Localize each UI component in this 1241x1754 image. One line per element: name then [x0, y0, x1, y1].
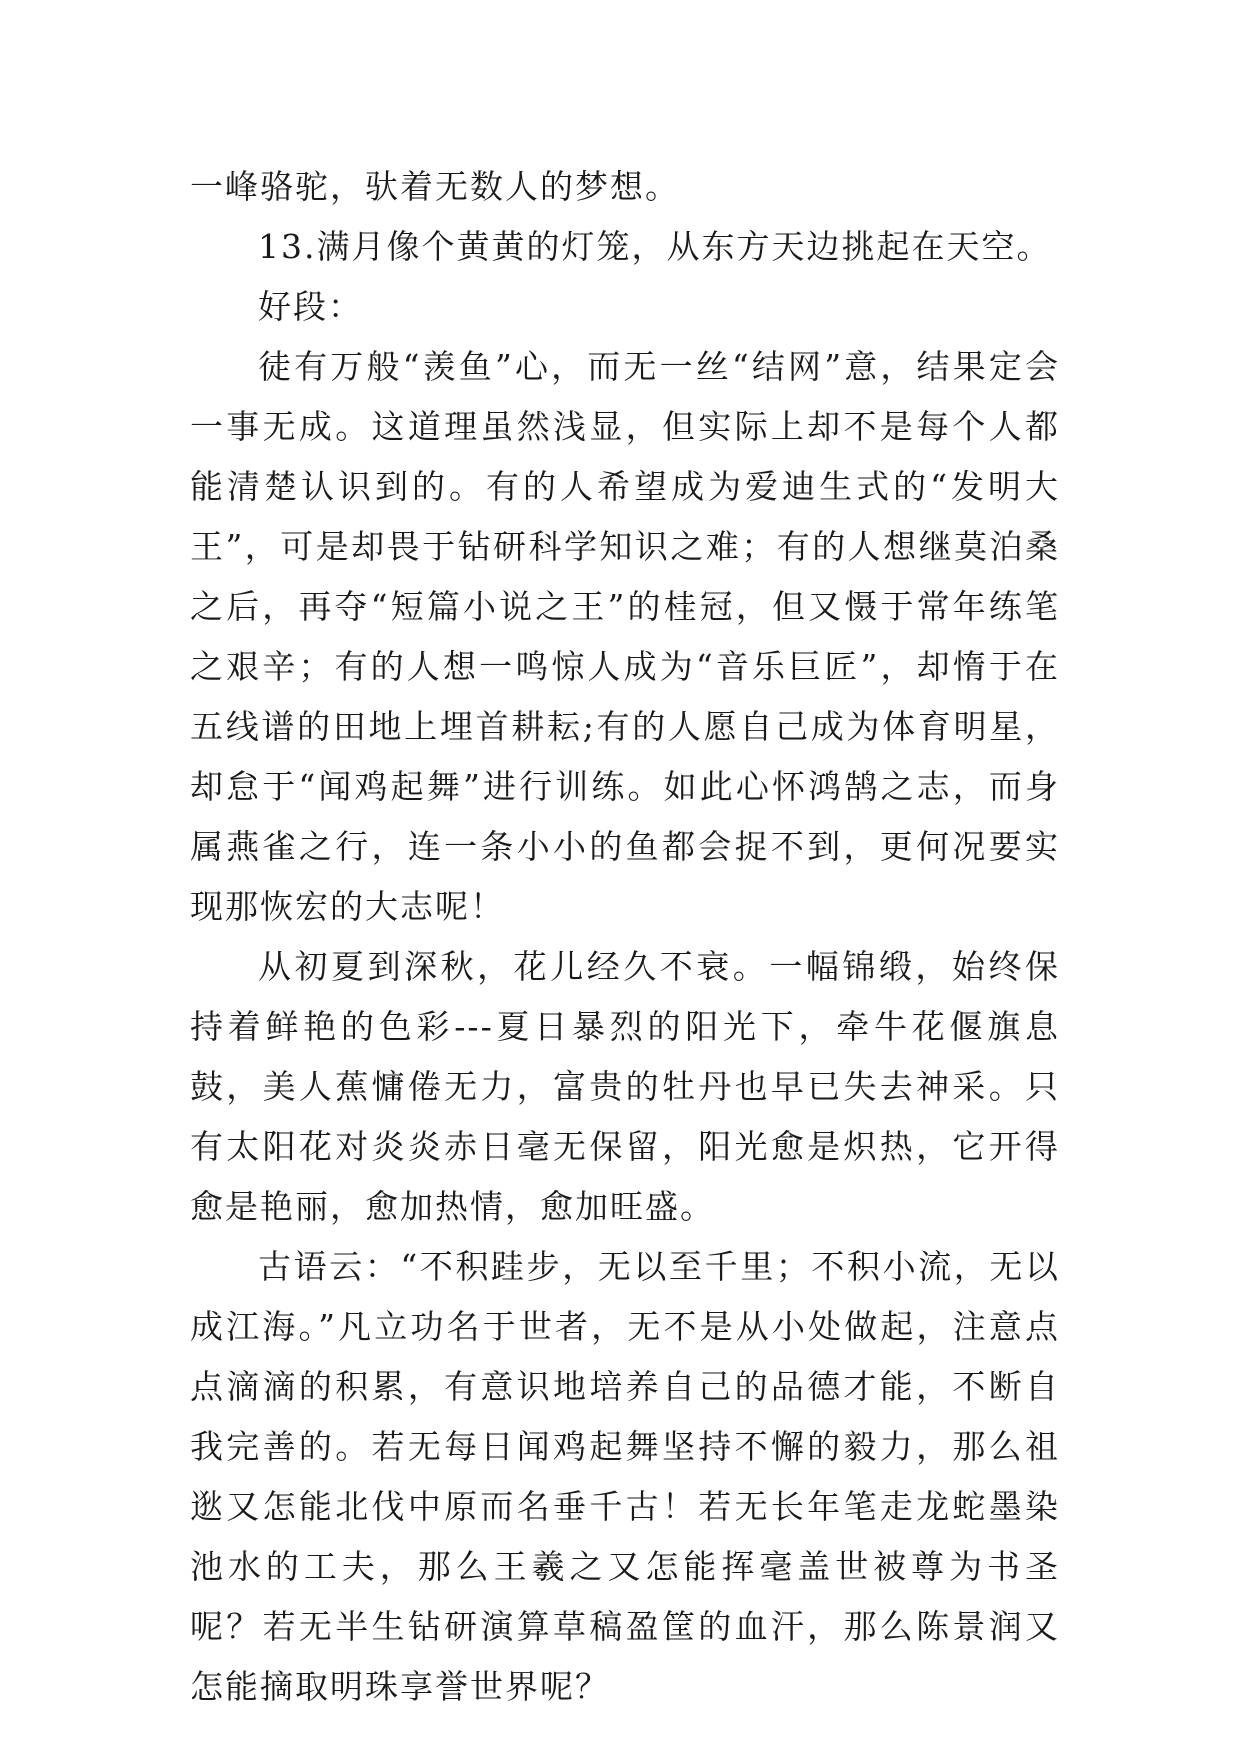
paragraph-5: 古语云：“不积跬步，无以至千里；不积小流，无以成江海。”凡立功名于世者，无不是从小处做起，注意点点滴滴的积累，有意识地培养自己的品德才能，不断自我完善的。若无每日闻鸡起舞坚持不懈的毅力，那么祖逖又怎能北伐中原而名垂千古！若无长年笔走龙蛇墨染池水的工夫，那么王羲之又怎能挥毫盖世被尊为书圣呢？若无半生钻研演算草稿盈筐的血汗，那么陈景润又怎能摘取明珠享誉世界呢？	[190, 1247, 1060, 1706]
paragraph-1: 13.满月像个黄黄的灯笼，从东方天边挑起在天空。	[258, 227, 1052, 266]
paragraph-2-heading: 好段：	[258, 287, 363, 326]
document-body	[190, 157, 1060, 1717]
paragraph-3: 徒有万般“羡鱼”心，而无一丝“结网”意，结果定会一事无成。这道理虽然浅显，但实际上却不是每个人都能清楚认识到的。有的人希望成为爱迪生式的“发明大王”，可是却畏于钻研科学知识之难；有的人想继莫泊桑之后，再夺“短篇小说之王”的桂冠，但又慑于常年练笔之艰辛；有的人想一鸣惊人成为“音乐巨匠”，却惰于在五线谱的田地上埋首耕耘;有的人愿自己成为体育明星，却怠于“闻鸡起舞”进行训练。如此心怀鸿鹄之志，而身属燕雀之行，连一条小小的鱼都会捉不到，更何况要实现那恢宏的大志呢！	[190, 347, 1060, 926]
paragraph-4: 从初夏到深秋，花儿经久不衰。一幅锦缎，始终保持着鲜艳的色彩---夏日暴烈的阳光下，牵牛花偃旗息鼓，美人蕉慵倦无力，富贵的牡丹也早已失去神采。只有太阳花对炎炎赤日毫无保留，阳光愈是炽热，它开得愈是艳丽，愈加热情，愈加旺盛。	[190, 947, 1060, 1226]
paragraph-0: 一峰骆驼，驮着无数人的梦想。	[190, 167, 680, 206]
